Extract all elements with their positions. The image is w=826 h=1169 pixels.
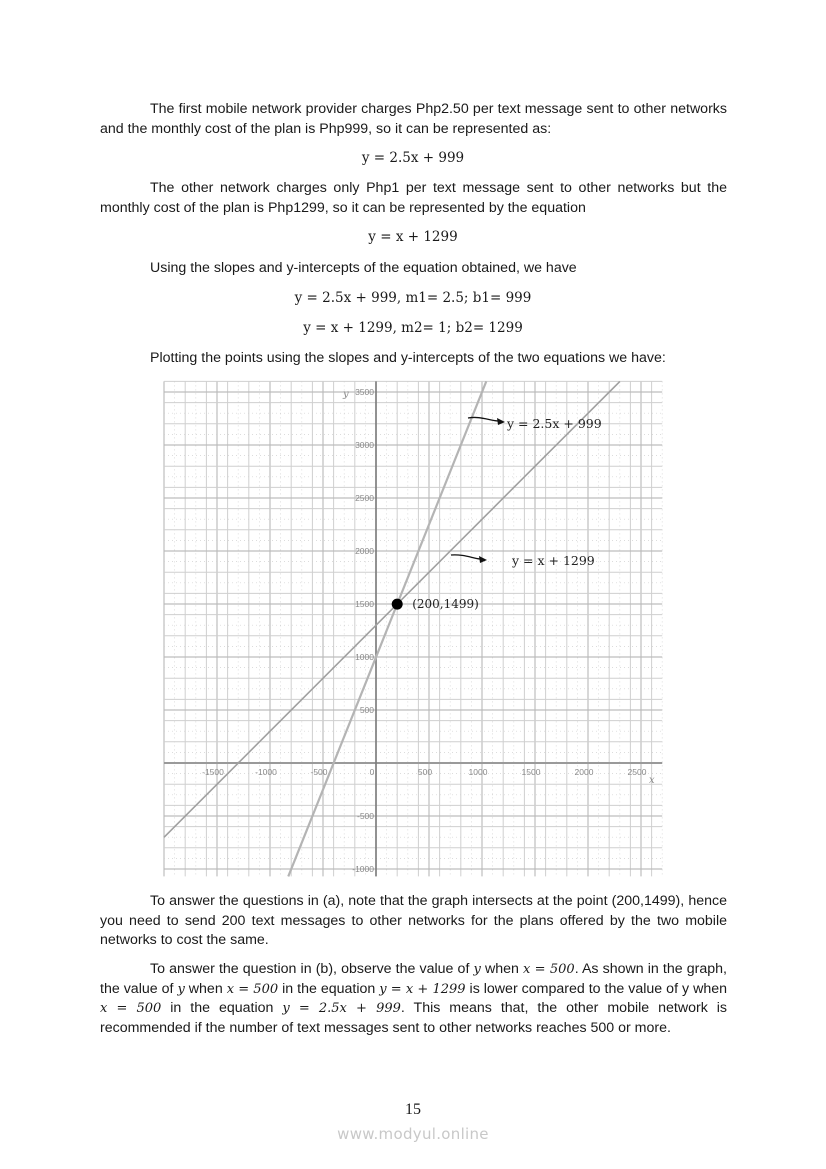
annotation-label: y = 2.5x + 999 (507, 416, 602, 431)
annotation-label: y = x + 1299 (512, 553, 595, 568)
paragraph-slopes-intro: Using the slopes and y-intercepts of the equation obtained, we have (150, 260, 577, 276)
x-tick-label: 1500 (521, 767, 541, 777)
y-tick-label: 1500 (355, 599, 374, 609)
grid (164, 381, 662, 876)
y-tick-label: -500 (356, 811, 374, 821)
equation-first-provider: y = 2.5x + 999 (361, 150, 465, 166)
series-line-1 (288, 381, 486, 876)
y-tick-label: -1000 (352, 864, 374, 874)
y-tick-label: 2500 (355, 493, 374, 503)
x-tick-label: -1500 (202, 767, 224, 777)
x-tick-label: 2500 (627, 767, 647, 777)
paragraph-first-provider: The first mobile network provider charges Php2.50 per text message sent to other networks and the monthly cost of the plan is Php999, so it can be represented as: (100, 101, 727, 137)
paragraph-second-provider: The other network charges only Php1 per text message sent to other networks but the monthly cost of the plan is Php1299, so it can be represented by the equation (100, 180, 727, 216)
equation-slope-intercept-2: y = x + 1299, m2= 1; b2= 1299 (303, 320, 523, 336)
x-tick-label: 1000 (468, 767, 488, 777)
x-tick-label: 2000 (574, 767, 594, 777)
intersection-point-label: (200,1499) (412, 597, 479, 612)
y-tick-label: 3000 (355, 440, 374, 450)
x-tick-label: -1000 (255, 767, 277, 777)
equation-slope-intercept-1: y = 2.5x + 999, m1= 2.5; b1= 999 (294, 290, 532, 306)
y-tick-label: 3500 (355, 387, 374, 397)
annotation-arrow (468, 417, 498, 421)
annotations (451, 416, 602, 568)
paragraph-answer-a: To answer the questions in (a), note that the graph intersects at the point (200,1499), hence you need to send 200 text messages to other networks for the plans offered by the two mobile networks to cost the same. (100, 893, 727, 948)
series-line-2 (164, 381, 620, 837)
y-tick-label: 500 (359, 705, 374, 715)
intersection-point (392, 599, 403, 610)
y-axis-label: y (343, 389, 349, 400)
paragraph-plotting-intro: Plotting the points using the slopes and y-intercepts of the two equations we have: (150, 350, 666, 366)
line-graph (160, 376, 666, 880)
y-tick-label: 1000 (355, 652, 374, 662)
equation-second-provider: y = x + 1299 (368, 229, 458, 245)
x-axis-label: x (649, 775, 655, 786)
y-tick-label: 2000 (355, 546, 374, 556)
watermark: www.modyul.online (337, 1125, 489, 1143)
annotation-arrow (451, 555, 480, 559)
x-tick-label: -500 (310, 767, 328, 777)
x-tick-label: 500 (417, 767, 433, 777)
arrowhead-icon (479, 556, 487, 563)
paragraph-answer-b: To answer the question in (b), observe the value of y when x = 500. As shown in the graph, the value of y when x = 500 in the equation y = x + 1299 is lower compared to the value of y when x = 500 in the equation y = 2.5x + 999. This means that, the other mobile network is recommended if the number of text messages sent to other networks reaches 500 or more. (100, 961, 727, 1036)
page-number: 15 (405, 1101, 421, 1118)
x-tick-label: 0 (369, 767, 375, 777)
